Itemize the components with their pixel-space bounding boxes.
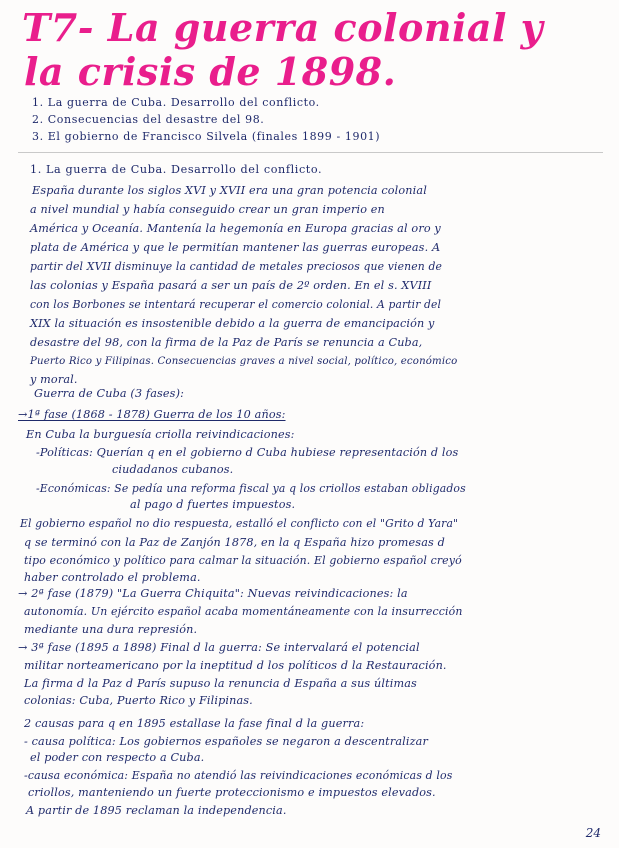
note-line: El gobierno español no dio respuesta, estalló el conflicto con el "Grito d Yara" (20, 517, 459, 530)
note-line: -Económicas: Se pedía una reforma fiscal ya q los criollos estaban obligados (36, 482, 466, 495)
divider (18, 152, 603, 153)
note-line: partir del XVII disminuye la cantidad de metales preciosos que vienen de (30, 260, 443, 273)
note-line: - causa política: Los gobiernos españoles se negaron a descentralizar (24, 735, 428, 748)
note-line: América y Oceanía. Mantenía la hegemonía en Europa gracias al oro y (30, 222, 441, 235)
note-line: con los Borbones se intentará recuperar el comercio colonial. A partir del (30, 298, 442, 311)
title-line-1: T7- La guerra colonial y (22, 5, 544, 50)
note-line: En Cuba la burguesía criolla reivindicaciones: (26, 428, 295, 441)
note-line: desastre del 98, con la firma de la Paz de París se renuncia a Cuba, (30, 336, 423, 349)
phase-heading: →1ª fase (1868 - 1878) Guerra de los 10 años: (18, 408, 286, 421)
note-line: colonias: Cuba, Puerto Rico y Filipinas. (24, 694, 253, 707)
page-number: 24 (585, 826, 601, 840)
note-line: La firma d la Paz d París supuso la renuncia d España a sus últimas (24, 677, 417, 690)
toc-item: 3. El gobierno de Francisco Silvela (finales 1899 - 1901) (32, 130, 381, 143)
note-line: XIX la situación es insostenible debido a la guerra de emancipación y (30, 317, 435, 330)
phase-heading: → 2ª fase (1879) "La Guerra Chiquita": Nuevas reivindicaciones: la (18, 587, 408, 600)
note-line: q se terminó con la Paz de Zanjón 1878, en la q España hizo promesas d (24, 536, 445, 549)
title-line-2: la crisis de 1898. (24, 49, 397, 94)
note-line: plata de América y que le permitían mantener las guerras europeas. A (30, 241, 441, 254)
note-line: mediante una dura represión. (24, 623, 198, 636)
note-line: 2 causas para q en 1895 estallase la fase final d la guerra: (24, 717, 365, 730)
note-line: y moral. (30, 373, 78, 386)
section-heading: 1. La guerra de Cuba. Desarrollo del conflicto. (30, 163, 323, 176)
note-line: Guerra de Cuba (3 fases): (34, 387, 185, 400)
note-line: España durante los siglos XVI y XVII era una gran potencia colonial (32, 184, 427, 197)
note-line: A partir de 1895 reclaman la independencia. (26, 804, 287, 817)
note-line: militar norteamericano por la ineptitud d los políticos d la Restauración. (24, 659, 447, 672)
note-line: ciudadanos cubanos. (112, 463, 234, 476)
note-line: Puerto Rico y Filipinas. Consecuencias graves a nivel social, político, económico (30, 356, 458, 367)
note-line: criollos, manteniendo un fuerte proteccionismo e impuestos elevados. (28, 786, 436, 799)
note-line: las colonias y España pasará a ser un país de 2º orden. En el s. XVIII (30, 279, 432, 292)
note-line: al pago d fuertes impuestos. (130, 498, 296, 511)
toc-item: 2. Consecuencias del desastre del 98. (32, 113, 265, 126)
phase-heading: → 3ª fase (1895 a 1898) Final d la guerra: Se intervalará el potencial (18, 641, 420, 654)
page-title (22, 6, 602, 94)
note-line: haber controlado el problema. (24, 571, 201, 584)
note-line: -Políticas: Querían q en el gobierno d Cuba hubiese representación d los (36, 446, 459, 459)
toc-item: 1. La guerra de Cuba. Desarrollo del conflicto. (32, 96, 320, 109)
note-line: tipo económico y político para calmar la situación. El gobierno español creyó (24, 554, 462, 567)
note-line: -causa económica: España no atendió las reivindicaciones económicas d los (24, 769, 453, 782)
note-line: el poder con respecto a Cuba. (30, 751, 205, 764)
note-line: autonomía. Un ejército español acaba momentáneamente con la insurrección (24, 605, 463, 618)
note-line: a nivel mundial y había conseguido crear un gran imperio en (30, 203, 385, 216)
